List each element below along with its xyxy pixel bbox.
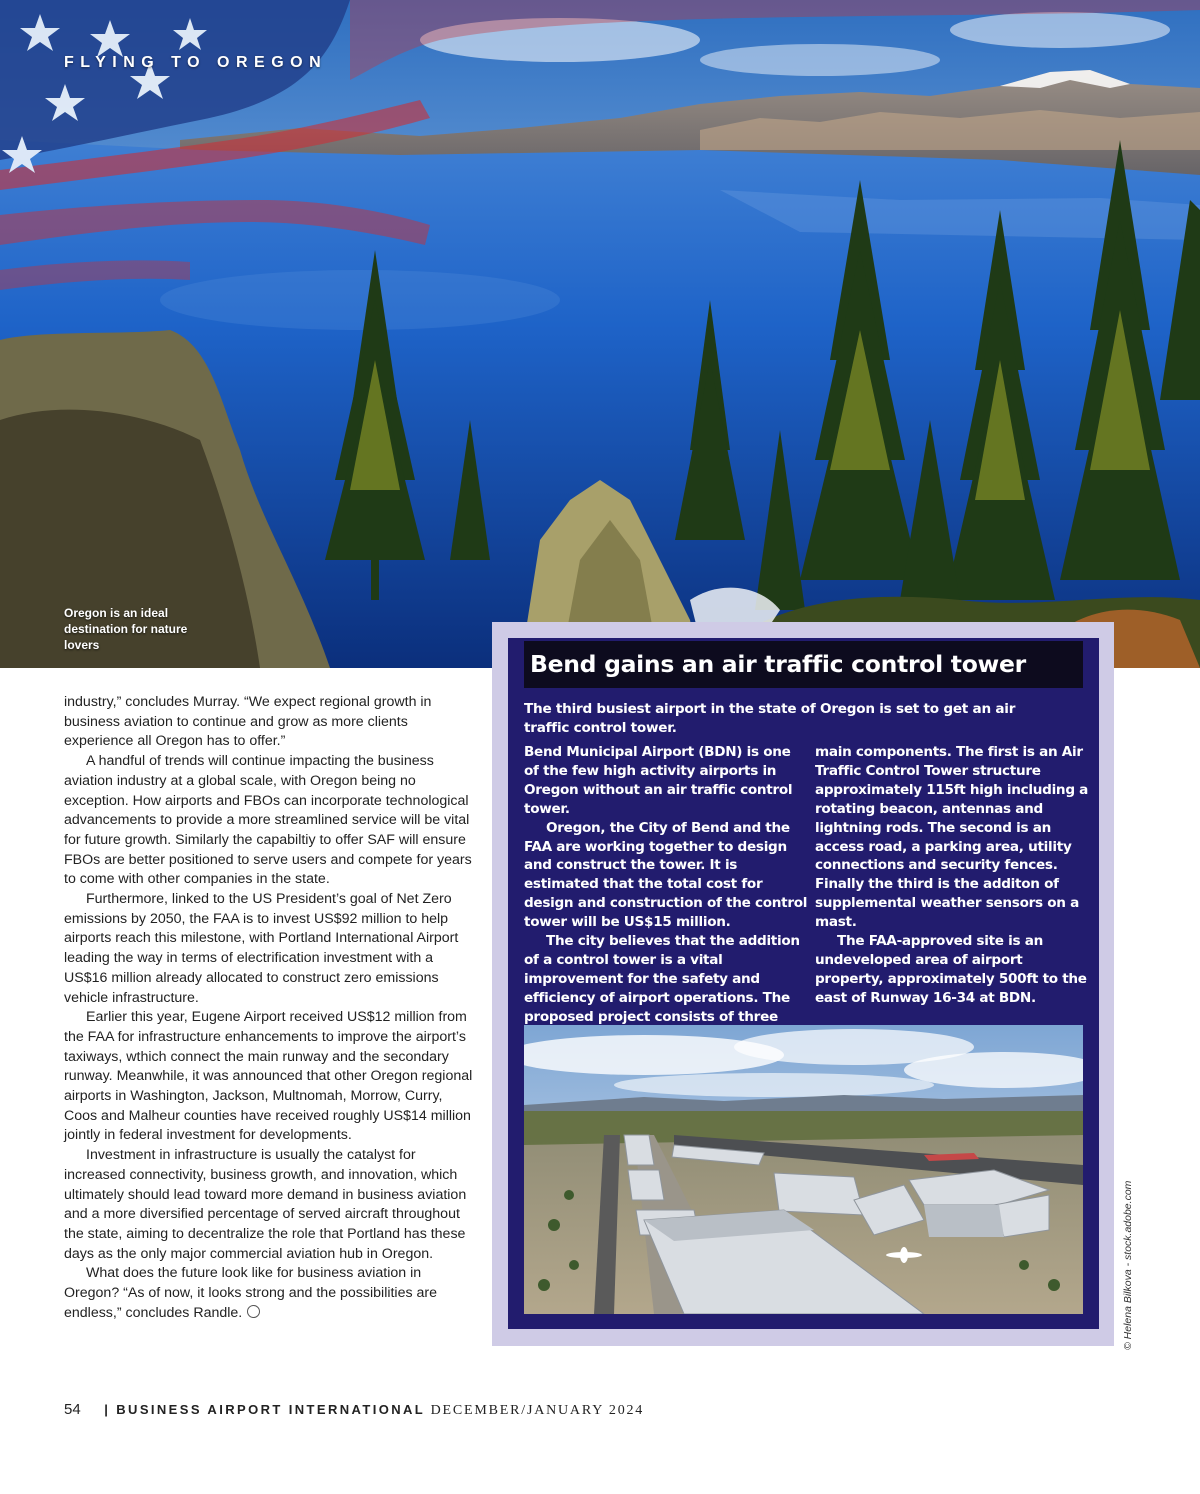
boxout-paragraph: The FAA-approved site is an undeveloped area of airport property, approximately 500ft to the east of Runway 16-34 at BDN. <box>815 933 1087 1006</box>
publication-name: | BUSINESS AIRPORT INTERNATIONAL <box>104 1402 426 1417</box>
boxout-column-2 <box>815 743 1090 1008</box>
crater-lake-illustration <box>0 0 1200 668</box>
article-paragraph-last <box>64 1264 474 1323</box>
boxout-paragraph: The city believes that the addition of a control tower is a vital improvement for the safety and efficiency of airport operations. The proposed project consists of three <box>524 933 800 1025</box>
article-body <box>64 693 474 1324</box>
photo-caption: Oregon is an ideal destination for nature lovers <box>64 606 188 652</box>
article-paragraph-text: What does the future look like for business aviation in Oregon? “As of now, it looks strong and the possibilities are endless,” concludes Randle. <box>64 1265 438 1321</box>
article-paragraph: industry,” concludes Murray. “We expect regional growth in business aviation to continue and grow as more clients experience all Oregon has to offer.” <box>64 694 432 750</box>
issue-date: DECEMBER/JANUARY 2024 <box>430 1403 645 1418</box>
article-paragraph: Earlier this year, Eugene Airport received US$12 million from the FAA for infrastructure enhancements to improve the airport’s taxiways, wthich connect the main runway and the secondary runway. Meanwhile, it was announced that other Oregon regional airports in Washington, Jackson, Multnomah, Morrow, Curry, Coos and Malheur counties have received roughly US$14 million jointly in federal investment for developments. <box>64 1009 473 1144</box>
section-label: FLYING TO OREGON <box>64 54 328 71</box>
boxout-paragraph: main components. The first is an Air Traffic Control Tower structure approximately 115ft high including a rotating beacon, antennas and lightning rods. The second is an access road, a parking area, utility connections and security fences. Finally the third is the additon of supplemental weather sensors on a mast. <box>815 744 1089 931</box>
article-paragraph: Furthermore, linked to the US President’s goal of Net Zero emissions by 2050, the FAA is to invest US$92 million to help airports reach this milestone, with Portland International Airport leading the way in terms of electrification investment with a US$16 million already allocated to construct zero emissions vehicle infrastructure. <box>64 891 459 1006</box>
boxout-title: Bend gains an air traffic control tower <box>524 641 1083 688</box>
boxout-column-1 <box>524 743 809 1027</box>
hero-photo <box>0 0 1200 668</box>
boxout-paragraph: Oregon, the City of Bend and the FAA are working together to design and construct the tower. It is estimated that the total cost for design and construction of the control tower will be US$15 million. <box>524 819 808 931</box>
airport-aerial-illustration <box>524 1025 1083 1314</box>
airport-aerial-photo <box>524 1025 1083 1314</box>
article-paragraph: A handful of trends will continue impacting the business aviation industry at a global scale, with Oregon being no exception. How airports and FBOs can incorporate technological advancements to provide a more streamlined service will be vital for future growth. Similarly the capabiltiy to offer SAF will ensure FBOs are better positioned to serve users and compete for years to come with other companies in the state. <box>64 753 472 888</box>
boxout-standfirst: The third busiest airport in the state of Oregon is set to get an air traffic control tower. <box>524 701 1016 736</box>
page-number: 54 <box>64 1401 81 1418</box>
boxout-paragraph: Bend Municipal Airport (BDN) is one of the few high activity airports in Oregon without an air traffic control tower. <box>524 744 793 817</box>
photo-credit: © Helena Bilkova - stock.adobe.com <box>1122 1180 1134 1350</box>
page-footer <box>64 1401 644 1419</box>
end-mark-icon <box>247 1305 260 1318</box>
article-paragraph: Investment in infrastructure is usually the catalyst for increased connectivity, business growth, and innovation, which ultimately should lead toward more demand in business aviation and a more diversified percentage of served aircraft throughout the state, aiming to decentralize the role that Portland has these days as the only major commercial aviation hub in Oregon. <box>64 1147 467 1262</box>
